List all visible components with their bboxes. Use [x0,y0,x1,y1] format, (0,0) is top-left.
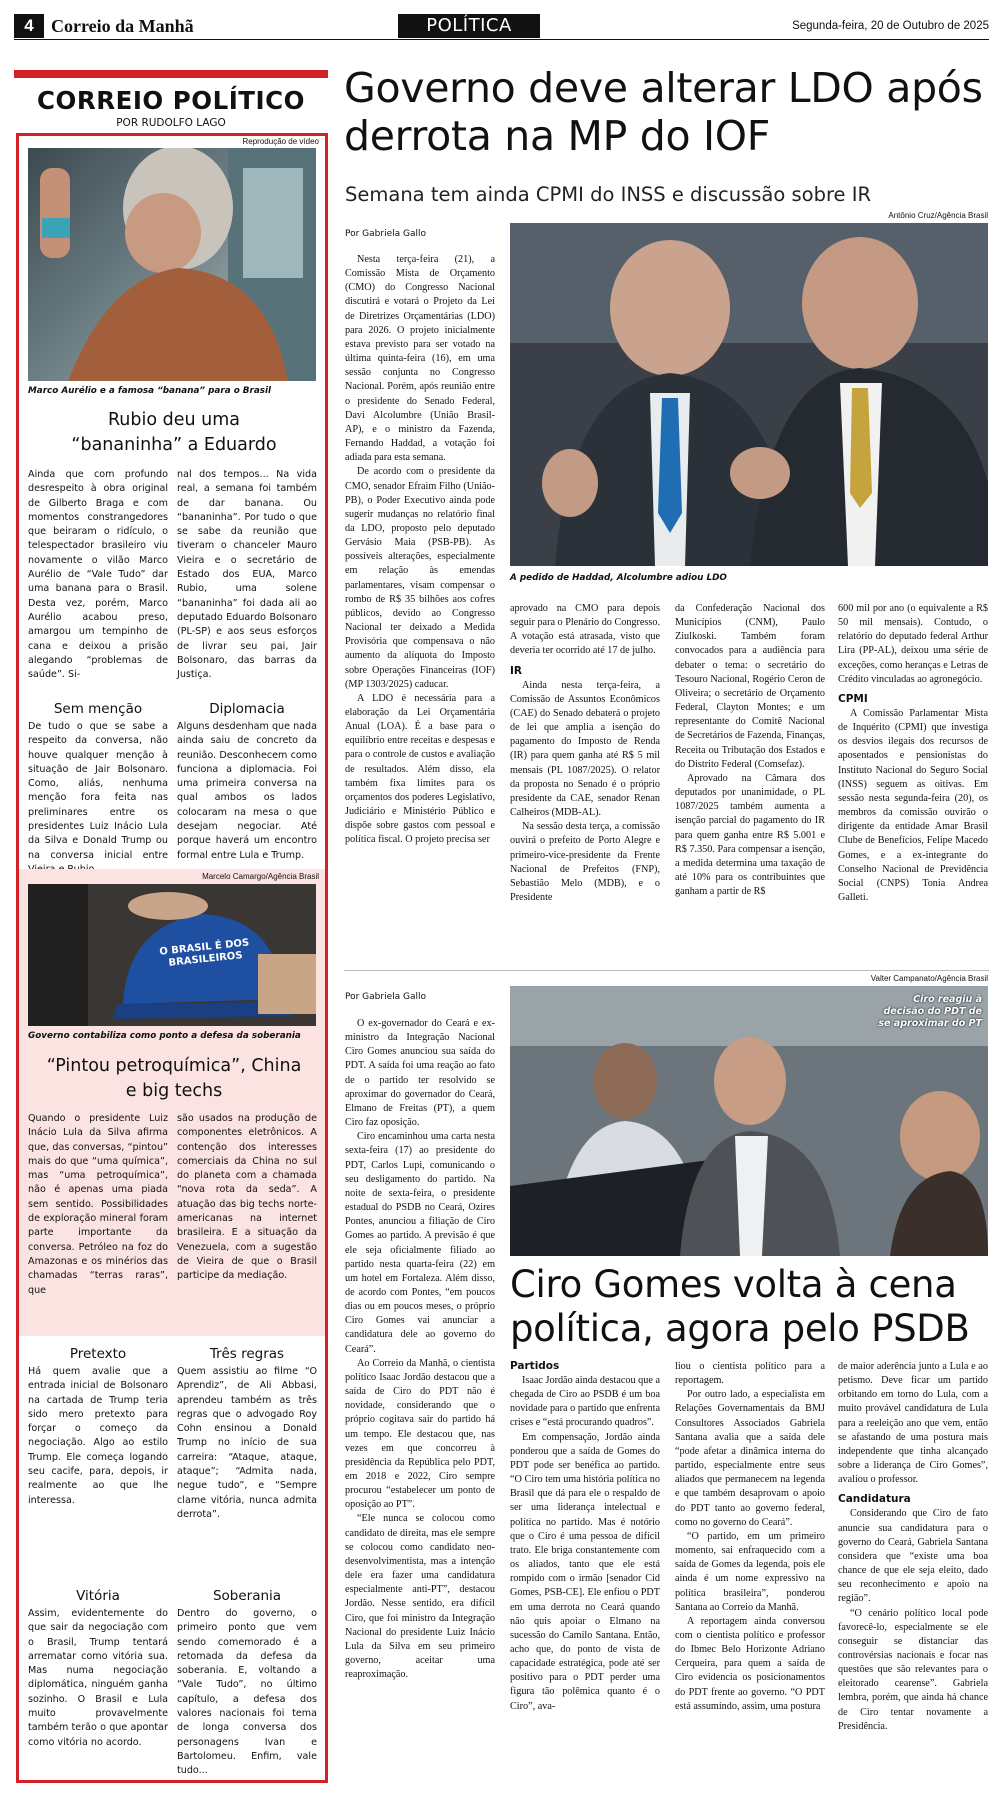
a2-c2-head: Partidos [510,1360,560,1372]
a1-col3-p1: da Confederação Nacional dos Municípios (CNM), Paulo Ziulkoski. Também foram convocados para a audiência para debater o tema: o secretário do Tesouro Nacional, Rogério Ceron de Oliveira; o secretário de Orçamento Federal, Clayton Montes; e um representante do Comitê Nacional de Secretários de Fazenda, Finanças, Receita ou Tributação dos Estados e do Distrito Federal (Comsefaz). [675,603,825,770]
story2-text-left: Quando o presidente Luiz Inácio Lula da Silva afirma que, das conversas, “pintou” mais do que “uma química”, mas “uma petroquímica”, não é apenas uma piada sem sentido. Possibilidades de exploração mineral foram parte importante da conversa. Petróleo na foz do Amazonas e os minérios das chamadas “terras raras”, que [28,1113,168,1296]
article1-photo-credit: Antônio Cruz/Agência Brasil [888,211,988,220]
a1-col2-p1: aprovado na CMO para depois seguir para o Plenário do Congresso. A votação está atrasada, visto que deveria ter ocorrido até 17 de julho. [510,603,660,657]
photo1-credit: Reprodução de vídeo [242,137,319,146]
a2-lead-p4: “Ele nunca se colocou como candidato de direita, mas ele sempre se colocou como candidato neo-desenvolvimentista, mas a intenção dele era fazer uma candidatura especialmente anti-PT”, destacou Jordão. Nesse sentido, era difícil Ciro, que foi ministro da Integração Nacional do presidente Luiz Inácio Lula da Silva em seu primeiro governo, aceitar uma reaproximação. [345,1513,495,1681]
story1-text-left: Ainda que com profundo desrespeito à obra original de Gilberto Braga e com momentos constrangedores que beiraram o ridículo, o telespectador brasileiro viu novamente o vilão Marco Aurélio de “Vale Tudo” dar uma banana para o Brasil. Desta vez, porém, Marco Aurélio acabou preso, amargou um tempinho de cana e deixou a prisão alegando “problemas de saúde”. Si- [28,469,168,681]
masthead: Correio da Manhã [51,16,194,36]
story2-text-right: são usados na produção de componentes eletrônicos. A contenção dos interesses comerciais da China no sul do planeta com a chamada “nova rota da seda”. A atuação das big techs norte-americanas na internet brasileira. E a situação da Venezuela, com a sugestão de Vieira de que o Brasil participe da mediação. [177,1113,317,1282]
a2-lead-p2: Ciro encaminhou uma carta nesta sexta-feira (17) ao presidente do PDT, Carlos Lupi, comunicando o seu desligamento do partido. Na noite de sexta-feira, o presidente estadual do PSDB no Ceará, Ozires Pontes, anunciou a filiação de Ciro Gomes ao partido. A previsão é que ele seja oficialmente filiado ao partido nesta quarta-feira (22) em um hotel em Fortaleza. Além disso, de acordo com Pontes, “em poucos dias ou em poucos meses, o próprio Ciro Gomes vai anunciar a candidatura dele ao governo do Ceará”. [345,1131,495,1355]
a2-c2-p2: Em compensação, Jordão ainda ponderou que a saída de Gomes do PDT pode ser benéfica ao partido. “O Ciro tem uma história política no Brasil que dá para ele o respaldo de ser uma liderança intelectual e política no partido. Mas é notório que o Ciro é uma pessoa de difícil trato. Ele briga constantemente com os aliados, tanto que ele está rompido com o irmão [senador Cid Gomes, PSB-CE]. Ele enfiou o PDT em uma derrota no Ceará quando não quis apoiar o Elmano na sucessão do Camilo Santana. Então, acho que, do ponto de vista de capacidade estratégica, pode até ser positivo para o PDT perder uma figura tão polêmica quanto é o Ciro”, ava- [510,1431,660,1712]
a1-col2-head: IR [510,664,522,677]
issue-date: Segunda-feira, 20 de Outubro de 2025 [792,20,989,32]
a2-c2-p1: Isaac Jordão ainda destacou que a chegada de Ciro ao PSDB é um boa novidade para o partido que enfrenta crises e “está procurando quadros”. [510,1375,660,1429]
article1-byline: Por Gabriela Gallo [345,229,426,239]
column-frame [16,133,328,1783]
cap-slogan: O BRASIL É DOS BRASILEIROS [158,937,250,969]
pink-box [19,869,325,1336]
sub1-text: De tudo o que se sabe a respeito da conversa, não houve qualquer menção à situação de Jair Bolsonaro. Como, aliás, nenhuma menção fora feita nas preliminares entre os presidentes Luiz Inácio Lula da Silva e Donald Trump ou na conversa inicial entre [28,721,168,861]
correio-politico-column [14,70,328,1784]
page-number: 4 [14,14,44,38]
sub3-title: Pretexto [69,1346,127,1362]
sub6-text: Dentro do governo, o primeiro ponto que vem sendo comemorado é a retomada da defesa da soberania. E, voltando a “Vale Tudo”, no último capítulo, a defesa dos valores nacionais foi tema de longa conversa dos personagens Ivan e Bartolomeu. Enfim, vale tudo... [177,1608,317,1777]
story1-text-right: nal dos tempos... Na vida real, a semana foi também de dar banana. Ou “bananinha”. Por tudo o que se sabe da reunião que tiveram o chanceler Mauro Vieira e o secretário de Estado dos EUA, Marco Rubio, uma solene “bananinha” foi dada ali ao deputado Eduardo Bolsonaro (PL-SP) e aos seus esforços de livrar seu pai, Jair Bolsonaro, das barras da Justiça. [177,469,317,681]
banana-photo [28,148,316,381]
article2-byline: Por Gabriela Gallo [345,992,426,1002]
sub4-title: Três regras [209,1346,285,1362]
page-header [14,14,989,40]
a2-c3-p1: liou o cientista político para a reportagem. [675,1361,825,1387]
sub4-text: Quem assistiu ao filme “O Aprendiz”, de Ali Abbasi, aprendeu também as três regras que o advogado Roy Cohn ensinou a Donald Trump no início de sua carreira: “Ataque, ataque, ataque”; “Admita nada, negue tudo”, e “Sempre clame vitória, nunca admita derrota”. [177,1366,317,1520]
a2-c4-p2: Considerando que Ciro de fato anuncie sua candidatura para o governo do Ceará, Gabriela Santana considera que “existe uma boa chance de que ele seja eleito, dado seu reconhecimento e apoio na região”. [838,1508,988,1605]
a1-col2-p2: Ainda nesta terça-feira, a Comissão de Assuntos Econômicos (CAE) do Senado debaterá o projeto de lei que amplia a isenção do pagamento do Imposto de Renda (IR) para quem ganha até R$ 5 mil mensais (PL 1087/2025). O relator da proposta no Senado é o próprio presidente da CAE, senador Renan Calheiros (MDB-AL). [510,679,660,819]
a1-col3-p2: Aprovado na Câmara dos deputados por unanimidade, o PL 1087/2025 também aumenta a isenção parcial do pagamento do IR para quem ganha entre R$ 5.001 e R$ 7.350. Para compensar a isenção, a medida determina uma taxação de até 10% para os contribuintes que ganham a partir de R$ [675,772,825,898]
a1-col4-p2: A Comissão Parlamentar Mista de Inquérito (CPMI) que investiga os desvios ilegais dos recursos de aposentados e pensionistas do Instituto Nacional do Seguro Social (INSS) seguem as oitivas. Em sessão nesta segunda-feira (20), os membros da comissão ouvirão o dirigente da entidade Amar Brasil Clube de Benefícios, Felipe Macedo Gomes, e a ex-integrante do Conselho Nacional de Previdência Social (CNPS) Tonia Andrea Galleti. [838,707,988,903]
sub2-text: Alguns desdenham que nada ainda saiu de concreto da reunião. Desconhecem como funciona a diplomacia. Foi uma primeira conversa na qual ambos os lados colocaram na mesa o que desejam negociar. Até porque haverá um encontro formal entre Lula e Trump. [177,721,317,861]
article1-subhead: Semana tem ainda CPMI do INSS e discussão sobre IR [345,183,872,206]
article-divider [344,970,989,971]
article1-photo-caption: A pedido de Haddad, Alcolumbre adiou LDO [510,573,727,583]
sub6-title: Soberania [212,1588,282,1604]
sub5-title: Vitória [76,1588,120,1604]
article2-photo-credit: Valter Campanato/Agência Brasil [870,974,988,983]
a2-lead-p3: Ao Correio da Manhã, o cientista político Isaac Jordão destacou que a saída de Ciro do PDT não é novidade, considerando que o próprio cogitava sair do partido há um tempo. Ele destacou que, nas vezes em que concorreu à presidência da República pelo PDT, em 2018 e 2022, Ciro sempre procurou “estabelecer um ponto de oposição ao PT”. [345,1357,495,1511]
sub3-text: Há quem avalie que a entrada inicial de Bolsonaro na cartada de Trump teria sido mero pretexto para forçar o começo da negociação. Algo ao estilo Trump. Ele começa logando seu cacife, para, depois, ir realmente ao que lhe interessa. [28,1366,168,1506]
ciro-gomes-photo [510,986,988,1256]
a2-c4-head: Candidatura [838,1493,911,1506]
a1-col1-p3: A LDO é necessária para a elaboração da Lei Orçamentária Anual (LOA). É a base para o equilíbrio entre receitas e despesas e para o controle de custos e avaliação de resultados. Além disso, ela também fixa limites para os orçamentos dos poderes Legislativo, Judiciário e Ministério Público e dispõe sobre gastos com pessoal e política fiscal. O projeto precisa ser [345,692,495,846]
column-byline: POR RUDOLFO LAGO [116,117,226,129]
a2-c3-p4: A reportagem ainda conversou com o cientista político e professor do Ibmec Belo Horizonte Adriano Cerqueira, para quem a saída de Ciro evidencia os posicionamentos do PDT frente ao governo. “O PDT está assumindo, assim, uma postura [675,1615,825,1712]
story1-title: Rubio deu uma “bananinha” a Eduardo [71,410,277,455]
a1-col2-p3: Na sessão desta terça, a comissão ouvirá o prefeito de Porto Alegre e primeiro-vice-presidente da Frente Nacional de Prefeitos (FNP), Sebastião Melo (MDB), e o Presidente [510,821,660,903]
haddad-alcolumbre-photo [510,223,988,566]
a2-c4-p3: “O cenário político local pode favorecê-lo, especialmente se ele conseguir se distanciar das controvérsias nacionais e focar nas questões que são relevantes para o eleitorado cearense”. Gabriela lembra, porém, que ainda há chance de Ciro tentar novamente a Presidência. [838,1607,988,1732]
a2-c3-p2: Por outro lado, a especialista em Relações Governamentais da BMJ Consultores Associados Gabriela Santana avalia que a saída dele “pode afetar a dinâmica interna do partido, especialmente entre seus aliados que permanecem na legenda e que também desaprovam o apoio do PDT tanto ao governo federal, como no governo do Ceará”. [675,1389,825,1528]
a1-col1-p2: De acordo com o presidente da CMO, senador Efraim Filho (União-PB), o Poder Executivo ainda pode sugerir mudanças no relatório final da LDO, proposto pelo deputado Gervásio Maia (PSB-PB). As possíveis alterações, especialmente em relação às emendas parlamentares, visam compensar o rombo de R$ 35 bilhões aos cofres públicos, devido ao Congresso Nacional ter deixado a Medida Provisória que compensava o não aumento da alíquota do Imposto sobre Operações Financeiras (IOF) (MP 1303/2025) caducar. [345,466,495,690]
article1-headline: Governo deve alterar LDO após derrota na MP do IOF [344,64,983,160]
photo2-credit: Marcelo Camargo/Agência Brasil [202,872,319,881]
sub1-title: Sem menção [53,701,143,717]
sub5-text: Assim, evidentemente do que sair da negociação com o Brasil, Trump tentará arrematar como vitória sua. Mas numa negociação diplomática, ninguém ganha sozinho. O Brasil e Lula muito provavelmente também terão o que apontar como vitória no acordo. [28,1608,168,1748]
photo2-caption: Governo contabiliza como ponto a defesa da soberania [28,1031,301,1041]
a2-c4-p1: de maior aderência junto a Lula e ao petismo. Deve ficar um partido orbitando em torno do Lula, com a muito provável candidatura de Lula para a reeleição ano que vem, então se afastando de uma postura mais independente que tinha alcançado sobre a liderança de Ciro Gomes”, avaliou o professor. [838,1361,988,1486]
photo1-caption: Marco Aurélio e a famosa “banana” para o Brasil [28,386,272,396]
a1-col4-head: CPMI [838,692,868,705]
a1-col4-p1: 600 mil por ano (o equivalente a R$ 50 mil mensais). Contudo, o relatório do deputado federal Arthur Lira (PP-AL), deixou uma série de exceções, como heranças e Letras de Crédito vinculadas ao agronegócio. [838,603,988,685]
column-top-rule [14,70,328,78]
column-title: CORREIO POLÍTICO [37,86,305,115]
a2-c3-p3: “O partido, em um primeiro momento, sai enfraquecido com a saída de Gomes da legenda, pois ele ainda é um nome expressivo na política brasileira”, ponderou Santana ao Correio da Manhã. [675,1530,825,1613]
a1-col1-p1: Nesta terça-feira (21), a Comissão Mista de Orçamento (CMO) do Congresso Nacional discutirá e votará o Projeto da Lei de Diretrizes Orçamentárias (LDO) para 2026. O projeto inicialmente estava previsto para ser votado na última quinta-feira (16), em uma sessão conjunta no Congresso Nacional. Porém, após reunião entre o presidente do Senado Federal, Davi Alcolumbre (União Brasil-AP), e o ministro da Fazenda, Fernando Haddad, a votação foi adiada para esta semana. [345,254,495,464]
cap-photo [28,884,316,1026]
a2-lead-p1: O ex-governador do Ceará e ex-ministro da Integração Nacional Ciro Gomes anunciou sua saída do PDT. A saída foi uma reação ao fato de o partido ter resolvido se aproximar do governador do Ceará, Elmano de Freitas (PT), a quem Ciro faz oposição. [345,1018,495,1129]
section-label: POLÍTICA [398,14,540,38]
article2-photo-caption: Ciro reagiu à decisão do PDT de se aproximar do PT [878,994,982,1029]
story2-title: “Pintou petroquímica”, China e big techs [46,1056,302,1101]
sub2-title: Diplomacia [209,701,285,717]
article2-headline: Ciro Gomes volta à cena política, agora pelo PSDB [510,1263,970,1350]
